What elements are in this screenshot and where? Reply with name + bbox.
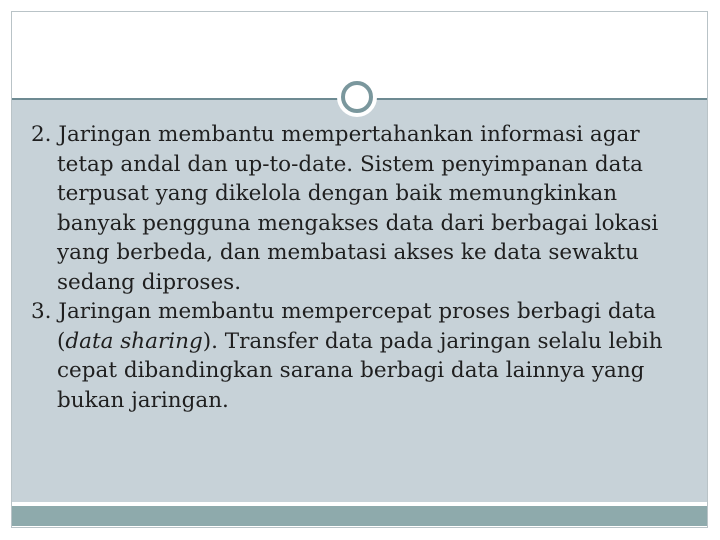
list-number: 3.	[31, 299, 52, 324]
list-item	[31, 120, 686, 297]
paragraph-text-after: ). Transfer data pada jaringan selalu lebih cepat dibandingkan sarana berbagi data lainnya yang bukan jaringan.	[57, 328, 663, 413]
list-item	[31, 297, 686, 415]
ring-icon	[341, 81, 373, 113]
body-text-list	[31, 120, 686, 415]
paragraph-text-italic: data sharing	[65, 328, 203, 354]
circle-ornament-icon	[337, 77, 377, 117]
paragraph-text: Jaringan membantu mempertahankan informasi agar tetap andal dan up-to-date. Sistem penyimpanan data terpusat yang dikelola dengan baik memungkinkan banyak pengguna mengakses data dari berbagai lokasi yang berbeda, dan membatasi akses ke data sewaktu sedang diproses.	[57, 122, 659, 295]
list-number: 2.	[31, 122, 52, 147]
footer-bar	[12, 506, 707, 526]
paragraph-text-before: Jaringan membantu mempercepat proses berbagi data (	[57, 299, 656, 354]
